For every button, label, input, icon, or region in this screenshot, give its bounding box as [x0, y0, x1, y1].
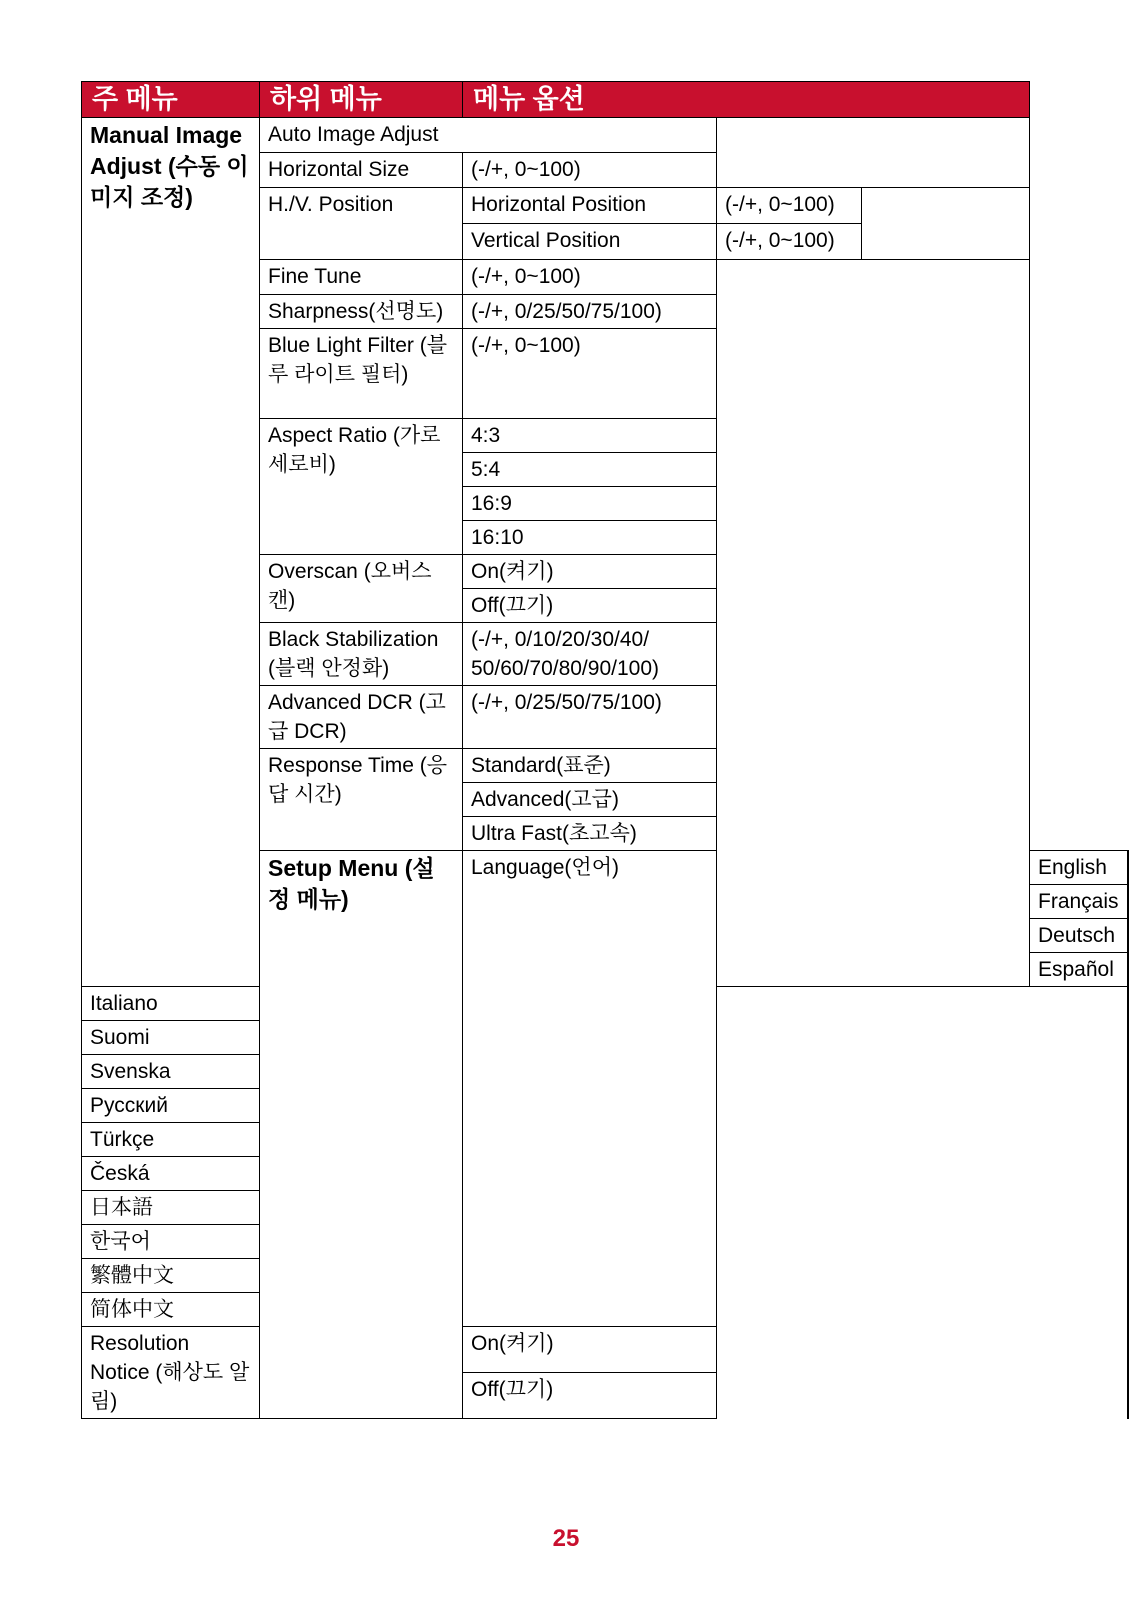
- option-language: 繁體中文: [82, 1259, 260, 1293]
- option-vertical-position: Vertical Position: [463, 224, 717, 260]
- option-language: Türkçe: [82, 1123, 260, 1157]
- option-aspect-16-10: 16:10: [463, 521, 717, 555]
- sub-auto-image-adjust: Auto Image Adjust: [260, 118, 717, 153]
- option-horizontal-position: Horizontal Position: [463, 188, 717, 224]
- empty-cell: [717, 118, 1030, 188]
- empty-cell: [1127, 851, 1128, 1419]
- sub-advanced-dcr: Advanced DCR (고급 DCR): [260, 686, 463, 749]
- option-overscan-off: Off(끄기): [463, 589, 717, 623]
- sub-horizontal-size: Horizontal Size: [260, 153, 463, 188]
- sub-overscan: Overscan (오버스캔): [260, 555, 463, 623]
- option-horizontal-size: (-/+, 0~100): [463, 153, 717, 188]
- option-language: 简体中文: [82, 1293, 260, 1327]
- header-main-menu: 주 메뉴: [82, 82, 260, 118]
- option-resolution-off: Off(끄기): [463, 1373, 717, 1419]
- page-number: 25: [552, 1525, 580, 1552]
- sub-blue-light-filter: Blue Light Filter (블루 라이트 필터): [260, 329, 463, 419]
- option-response-advanced: Advanced(고급): [463, 783, 717, 817]
- option-language: Italiano: [82, 987, 260, 1021]
- option-response-standard: Standard(표준): [463, 749, 717, 783]
- option-language: 한국어: [82, 1225, 260, 1259]
- option-blue-light-filter: (-/+, 0~100): [463, 329, 717, 419]
- option-language: Svenska: [82, 1055, 260, 1089]
- sub-black-stabilization: Black Stabilization (블랙 안정화): [260, 623, 463, 686]
- sub-aspect-ratio: Aspect Ratio (가로세로비): [260, 419, 463, 555]
- option-advanced-dcr: (-/+, 0/25/50/75/100): [463, 686, 717, 749]
- option-language: Česká: [82, 1157, 260, 1191]
- option-resolution-on: On(켜기): [463, 1327, 717, 1373]
- option-response-ultra-fast: Ultra Fast(초고속): [463, 817, 717, 851]
- sub-fine-tune: Fine Tune: [260, 260, 463, 295]
- header-sub-menu: 하위 메뉴: [260, 82, 463, 118]
- option-fine-tune: (-/+, 0~100): [463, 260, 717, 295]
- option-language: English: [1030, 851, 1128, 885]
- sub-language: Language(언어): [463, 851, 717, 1327]
- option-black-stabilization: (-/+, 0/10/20/30/40/ 50/60/70/80/90/100): [463, 623, 717, 686]
- option-sharpness: (-/+, 0/25/50/75/100): [463, 295, 717, 329]
- option-aspect-16-9: 16:9: [463, 487, 717, 521]
- option-language: Español: [1030, 953, 1128, 987]
- option-language: 日本語: [82, 1191, 260, 1225]
- option-language: Deutsch: [1030, 919, 1128, 953]
- option-language: Suomi: [82, 1021, 260, 1055]
- header-menu-option: 메뉴 옵션: [463, 82, 1030, 118]
- option-aspect-5-4: 5:4: [463, 453, 717, 487]
- header-row: [82, 82, 1129, 118]
- option-language: Français: [1030, 885, 1128, 919]
- main-menu-manual-image-adjust: Manual Image Adjust (수동 이미지 조정): [82, 118, 260, 987]
- sub-sharpness: Sharpness(선명도): [260, 295, 463, 329]
- sub-resolution-notice: Resolution Notice (해상도 알림): [82, 1327, 260, 1419]
- value-vertical-position: (-/+, 0~100): [717, 224, 862, 260]
- option-aspect-4-3: 4:3: [463, 419, 717, 453]
- option-language: Русский: [82, 1089, 260, 1123]
- sub-hv-position: H./V. Position: [260, 188, 463, 260]
- menu-table: [81, 81, 1129, 1419]
- value-horizontal-position: (-/+, 0~100): [717, 188, 862, 224]
- empty-cell: [862, 188, 1030, 260]
- empty-cell: [717, 260, 1030, 987]
- main-menu-setup: Setup Menu (설정 메뉴): [260, 851, 463, 1419]
- sub-response-time: Response Time (응답 시간): [260, 749, 463, 851]
- option-overscan-on: On(켜기): [463, 555, 717, 589]
